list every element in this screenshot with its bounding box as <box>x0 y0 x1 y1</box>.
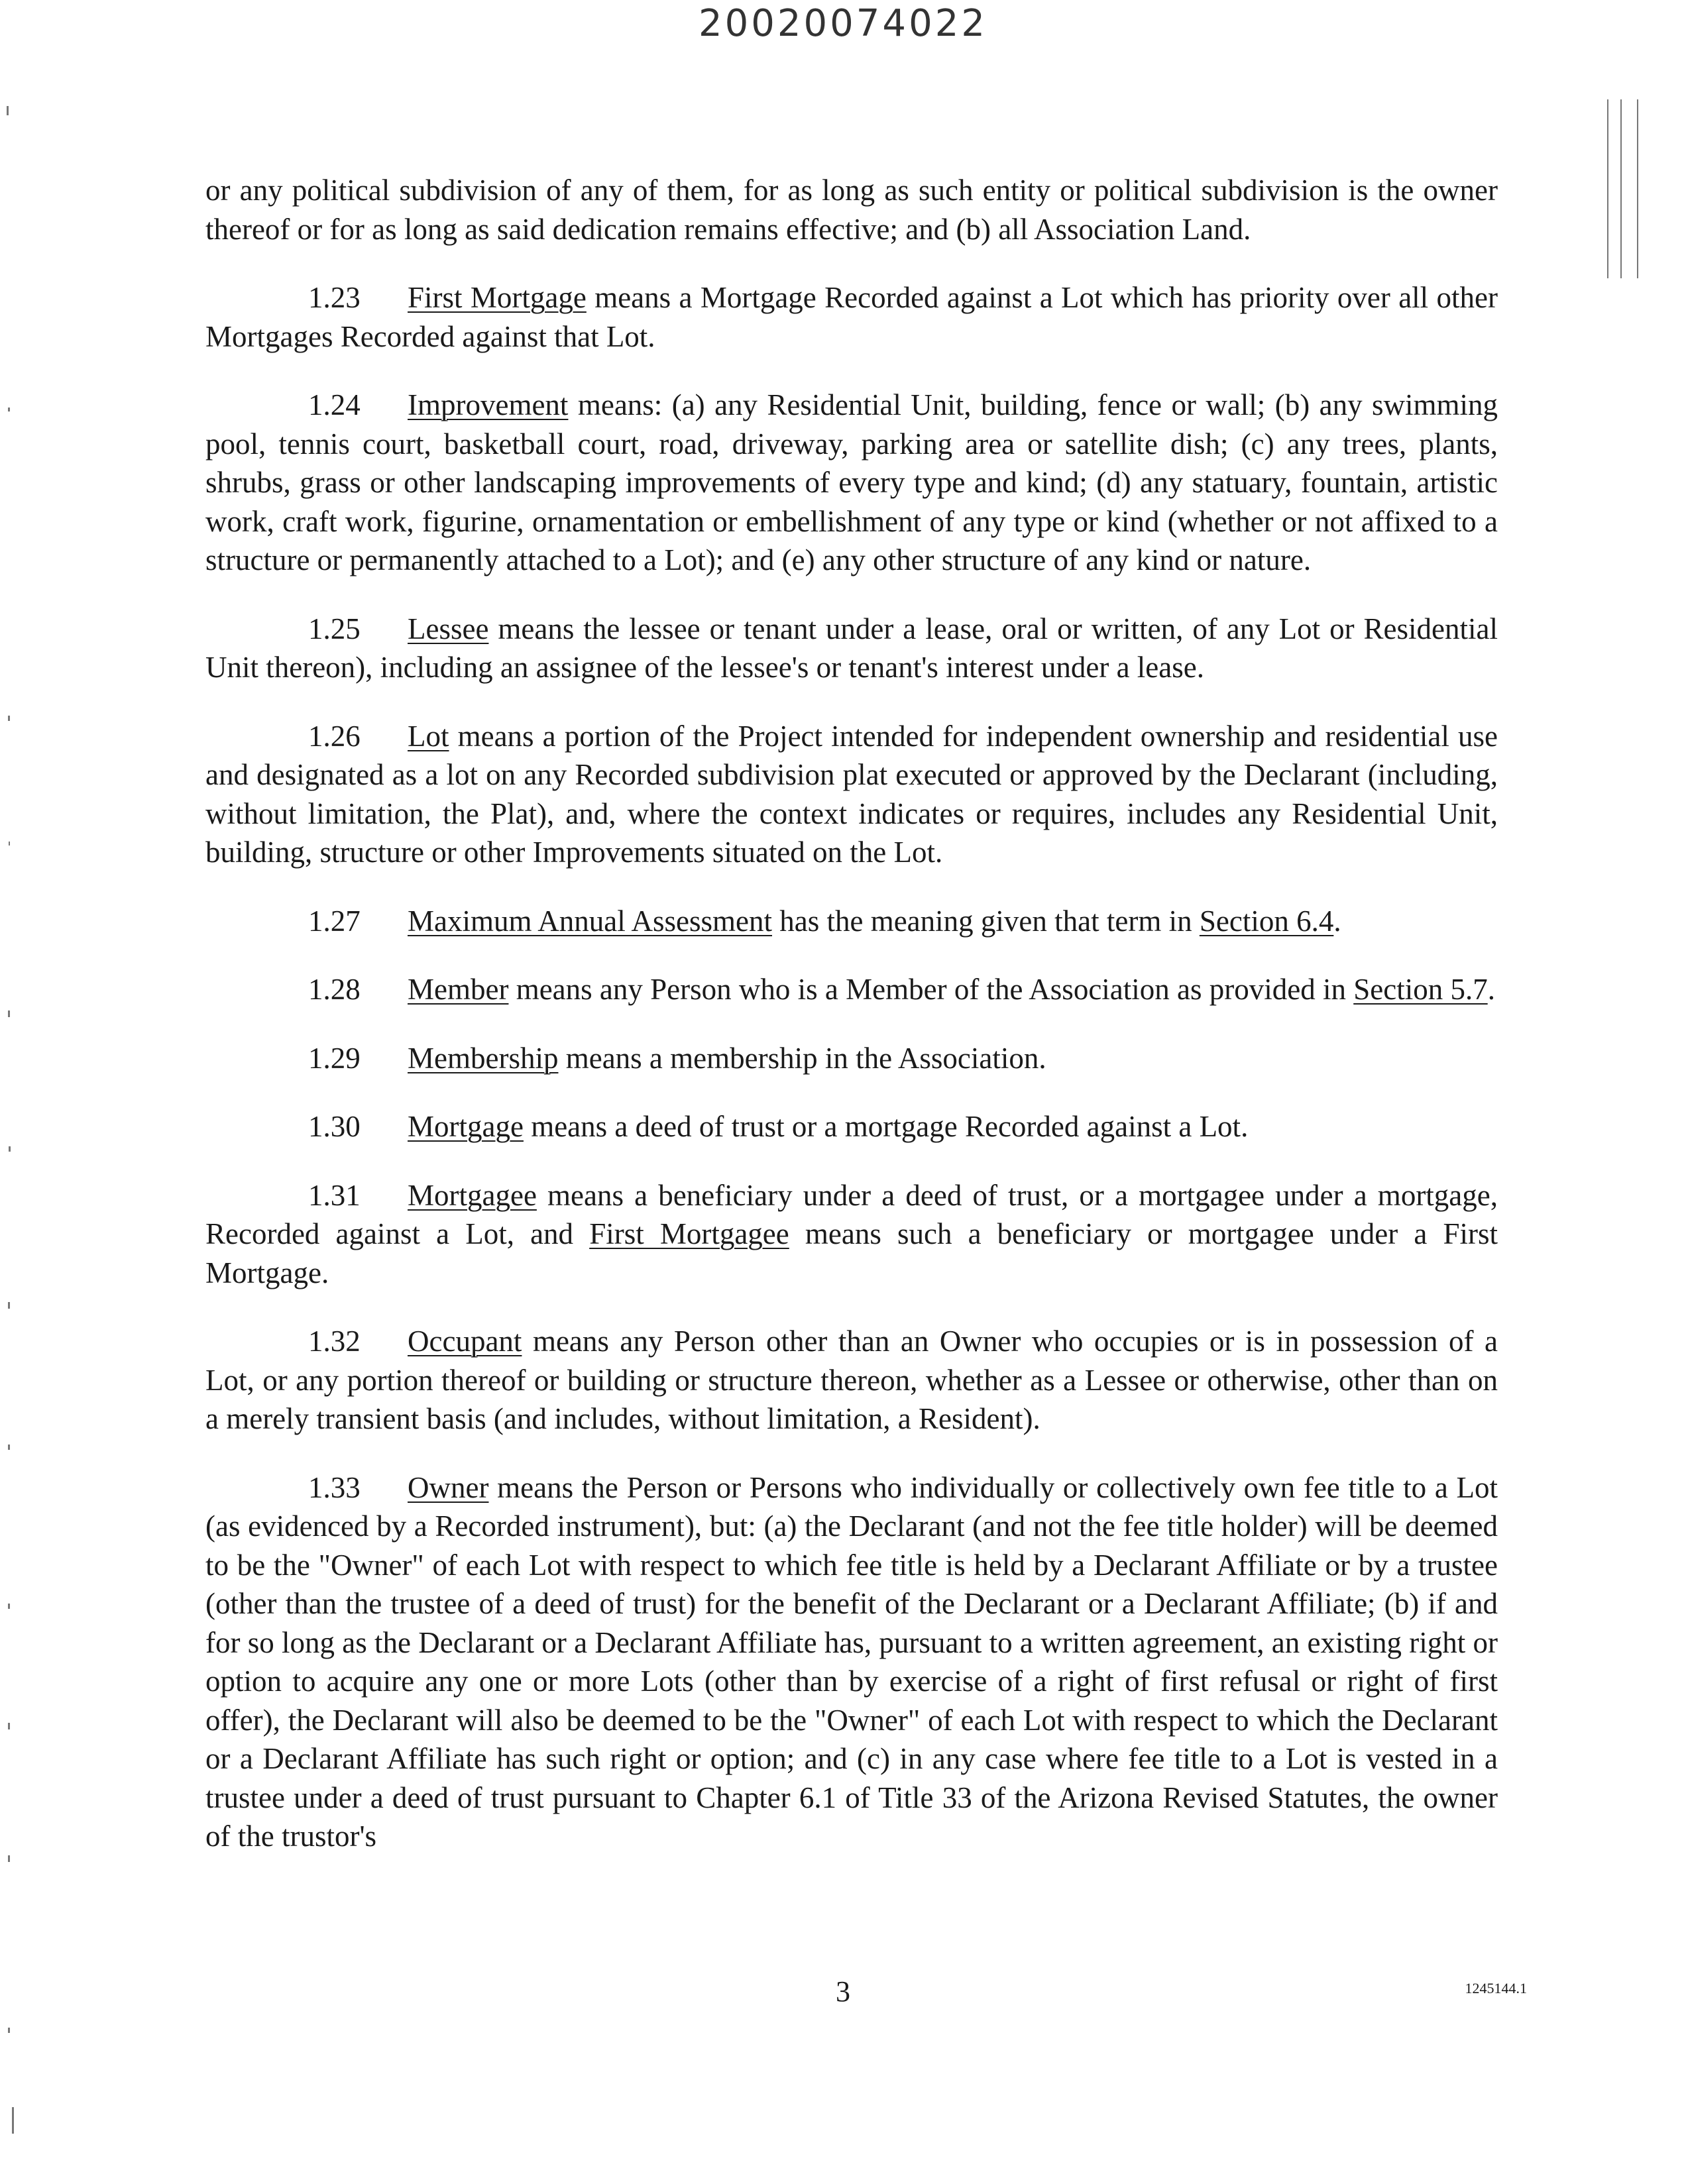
definition-text: has the meaning given that term in <box>772 904 1200 938</box>
defined-term: Membership <box>408 1041 559 1075</box>
section-number: 1.30 <box>308 1110 361 1143</box>
section-1-29 <box>205 1039 1498 1078</box>
section-1-31 <box>205 1176 1498 1293</box>
section-number: 1.31 <box>308 1178 361 1212</box>
defined-term-secondary: First Mortgagee <box>589 1217 789 1250</box>
defined-term: Owner <box>408 1470 489 1504</box>
definition-text: means any Person who is a Member of the Association as provided in <box>508 973 1354 1006</box>
section-1-23 <box>205 278 1498 356</box>
section-reference: Section 5.7 <box>1353 973 1488 1006</box>
page-body <box>205 171 1498 1886</box>
section-reference: Section 6.4 <box>1199 904 1334 938</box>
section-number: 1.33 <box>308 1470 361 1504</box>
definition-text: means: (a) any Residential Unit, building, fence or wall; (b) any swimming pool, tennis court, basketball court, road, driveway, parking area or satellite dish; (c) any trees, plants, shrubs, grass or other landscaping improvements of every type and kind; (d) any statuary, fountain, artistic work, craft work, figurine, ornamentation or embellishment of any type or kind (whether or not affixed to a structure or permanently attached to a Lot); and (e) any other structure of any kind or nature. <box>205 388 1498 576</box>
section-number: 1.25 <box>308 612 361 645</box>
section-1-25 <box>205 610 1498 687</box>
document-number: 20020074022 <box>699 2 987 45</box>
section-number: 1.29 <box>308 1041 361 1075</box>
definition-text: means a deed of trust or a mortgage Recorded against a Lot. <box>523 1110 1249 1143</box>
section-1-27 <box>205 902 1498 941</box>
definition-text: means a Mortgage Recorded against a Lot which has priority over all other Mortgages Recorded against that Lot. <box>205 281 1498 353</box>
section-1-28 <box>205 970 1498 1009</box>
section-1-24 <box>205 386 1498 580</box>
definition-text: means the lessee or tenant under a lease, oral or written, of any Lot or Residential Unit thereon), including an assignee of the lessee's or tenant's interest under a lease. <box>205 612 1498 684</box>
definition-tail: . <box>1487 973 1495 1006</box>
definition-tail: means such a beneficiary or mortgagee under a First Mortgage. <box>205 1217 1498 1289</box>
definition-text: means a portion of the Project intended for independent ownership and residential use and designated as a lot on any Recorded subdivision plat executed or approved by the Declarant (including, without limitation, the Plat), and, where the context indicates or requires, includes any Residential Unit, building, structure or other Improvements situated on the Lot. <box>205 719 1498 869</box>
section-1-26 <box>205 717 1498 872</box>
section-number: 1.23 <box>308 281 361 314</box>
defined-term: First Mortgage <box>408 281 587 314</box>
defined-term: Lot <box>408 719 449 753</box>
section-1-30 <box>205 1107 1498 1146</box>
definition-text: means a membership in the Association. <box>558 1041 1046 1075</box>
section-number: 1.27 <box>308 904 361 938</box>
defined-term: Lessee <box>408 612 489 645</box>
defined-term: Mortgagee <box>408 1178 537 1212</box>
defined-term: Mortgage <box>408 1110 524 1143</box>
intro-paragraph: or any political subdivision of any of them, for as long as such entity or political subdivision is the owner thereof or for as long as said dedication remains effective; and (b) all Association Land. <box>205 174 1498 246</box>
section-number: 1.28 <box>308 973 361 1006</box>
document-code: 1245144.1 <box>1465 1980 1527 1996</box>
definition-tail: . <box>1333 904 1341 938</box>
definition-text: means the Person or Persons who individually or collectively own fee title to a Lot (as evidenced by a Recorded instrument), but: (a) the Declarant (and not the fee title holder) will be deemed to be the "Owner" of each Lot with respect to which fee title is held by a Declarant Affiliate or by a trustee (other than the trustee of a deed of trust) for the benefit of the Declarant or a Declarant Affiliate; (b) if and for so long as the Declarant or a Declarant Affiliate has, pursuant to a written agreement, an existing right or option to acquire any one or more Lots (other than by exercise of a right of first refusal or right of first offer), the Declarant will also be deemed to be the "Owner" of each Lot with respect to which the Declarant or a Declarant Affiliate has such right or option; and (c) in any case where fee title to a Lot is vested in a trustee under a deed of trust pursuant to Chapter 6.1 of Title 33 of the Arizona Revised Statutes, the owner of the trustor's <box>205 1470 1498 1853</box>
page-number: 3 <box>836 1975 850 2008</box>
definition-text: means a beneficiary under a deed of trust, or a mortgagee under a mortgage, Recorded against a Lot, and <box>205 1178 1498 1250</box>
section-number: 1.32 <box>308 1325 361 1358</box>
definition-text: means any Person other than an Owner who occupies or is in possession of a Lot, or any portion thereof or building or structure thereon, whether as a Lessee or otherwise, other than on a merely transient basis (and includes, without limitation, a Resident). <box>205 1325 1498 1435</box>
defined-term: Improvement <box>408 388 569 421</box>
section-number: 1.24 <box>308 388 361 421</box>
defined-term: Maximum Annual Assessment <box>408 904 772 938</box>
section-1-32 <box>205 1322 1498 1439</box>
section-1-33 <box>205 1468 1498 1856</box>
defined-term: Member <box>408 973 509 1006</box>
defined-term: Occupant <box>408 1325 522 1358</box>
section-number: 1.26 <box>308 719 361 753</box>
